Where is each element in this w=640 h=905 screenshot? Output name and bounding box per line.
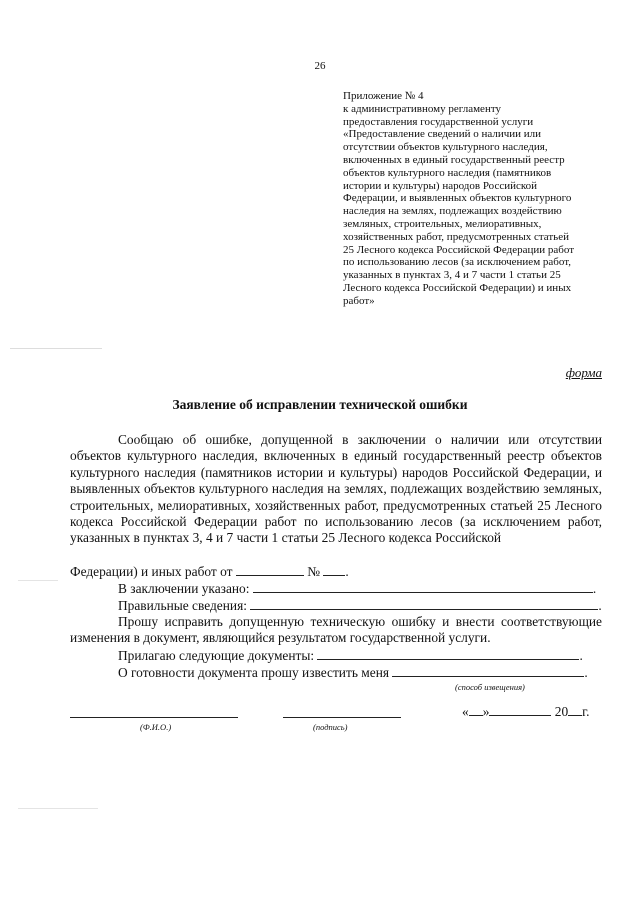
fio-hint: (Ф.И.О.) [140, 722, 172, 732]
attach-label: Прилагаю следующие документы: [118, 648, 315, 663]
scan-artifact [18, 808, 98, 809]
correct-label: Правильные сведения: [118, 598, 247, 613]
date-quote-open: « [462, 704, 469, 719]
annex-line: Лесного кодекса Российской Федерации) и иных [343, 281, 572, 294]
annex-line: Федерации, и выявленных объектов культурного [343, 192, 572, 205]
date-blank[interactable] [236, 563, 304, 576]
fio-line[interactable] [70, 717, 238, 718]
form-label: форма [565, 365, 602, 380]
year-prefix: 20 [554, 704, 569, 719]
annex-line: к административному регламенту [343, 102, 501, 115]
annex-line: отсутствии объектов культурного наследия, [343, 141, 548, 154]
annex-line: по использованию лесов (за исключением работ, [343, 256, 571, 269]
number-blank[interactable] [323, 563, 345, 576]
notify-hint: (способ извещения) [455, 682, 525, 692]
annex-line: указанных в пунктах 3, 4 и 7 части 1 статьи 25 [343, 269, 561, 282]
annex-line: земляных, строительных, мелиоративных, [343, 217, 542, 230]
page-number: 26 [314, 60, 326, 72]
scan-artifact [18, 580, 58, 581]
annex-line: 25 Лесного кодекса Российской Федерации работ [343, 243, 575, 256]
date-field [462, 703, 590, 720]
number-sign: № [307, 564, 320, 579]
attach-line: Прилагаю следующие документы: . [118, 648, 583, 663]
scan-artifact [10, 348, 102, 349]
annex-line: Приложение № 4 [343, 90, 424, 102]
stated-label: В заключении указано: [118, 581, 250, 596]
annex-line: «Предоставление сведений о наличии или [343, 128, 542, 141]
annex-line: объектов культурного наследия (памятников [343, 166, 552, 179]
main-paragraph: Сообщаю об ошибке, допущенной в заключении о наличии или отсутствии объектов культурного наследия, включенных в единый государственный реестр объектов культурного наследия (памятников истории и культуры) народов Российской Федерации, и выявленных объектов культурного наследия на землях, подлежащих воздействию земляных, строительных, мелиоративных, хозяйственных работ, предусмотренных статьей 25 Лесного кодекса Российской Федерации работ по использованию лесов (за исключением работ, указанных в пунктах 3, 4 и 7 части 1 статьи 25 Лесного кодекса Российской [70, 432, 602, 546]
document-title: Заявление об исправлении технической ошибки [172, 397, 468, 412]
annex-line: работ» [343, 294, 375, 307]
annex-header [343, 90, 613, 308]
annex-line: включенных в единый государственный реестр [343, 153, 565, 166]
stated-line: В заключении указано: . [118, 581, 597, 596]
annex-line: наследия на землях, подлежащих воздействию [343, 205, 562, 218]
stated-blank[interactable] [253, 580, 593, 593]
date-prefix: Федерации) и иных работ от [70, 564, 233, 579]
signature-hint: (подпись) [313, 722, 348, 732]
annex-line: хозяйственных работ, предусмотренных статьей [343, 230, 569, 243]
notify-blank[interactable] [392, 664, 584, 677]
notify-label: О готовности документа прошу известить меня [118, 665, 390, 680]
notify-line: О готовности документа прошу известить меня . [118, 665, 588, 680]
attach-blank[interactable] [317, 647, 579, 660]
year-suffix: г. [582, 704, 590, 719]
correct-line: Правильные сведения: . [118, 598, 602, 613]
correct-blank[interactable] [250, 597, 598, 610]
day-blank[interactable] [469, 703, 483, 716]
month-blank[interactable] [489, 703, 551, 716]
annex-line: истории и культуры) народов Российской [343, 179, 538, 192]
signature-line[interactable] [283, 717, 401, 718]
year-blank[interactable] [568, 703, 582, 716]
period: . [345, 564, 349, 579]
date-number-line [70, 563, 602, 580]
annex-line: предоставления государственной услуги [343, 115, 534, 128]
date-quote-close: » [482, 704, 490, 719]
request-paragraph: Прошу исправить допущенную техническую ошибку и внести соответствующие изменения в документ, являющийся результатом государственной услуги. [70, 614, 602, 646]
